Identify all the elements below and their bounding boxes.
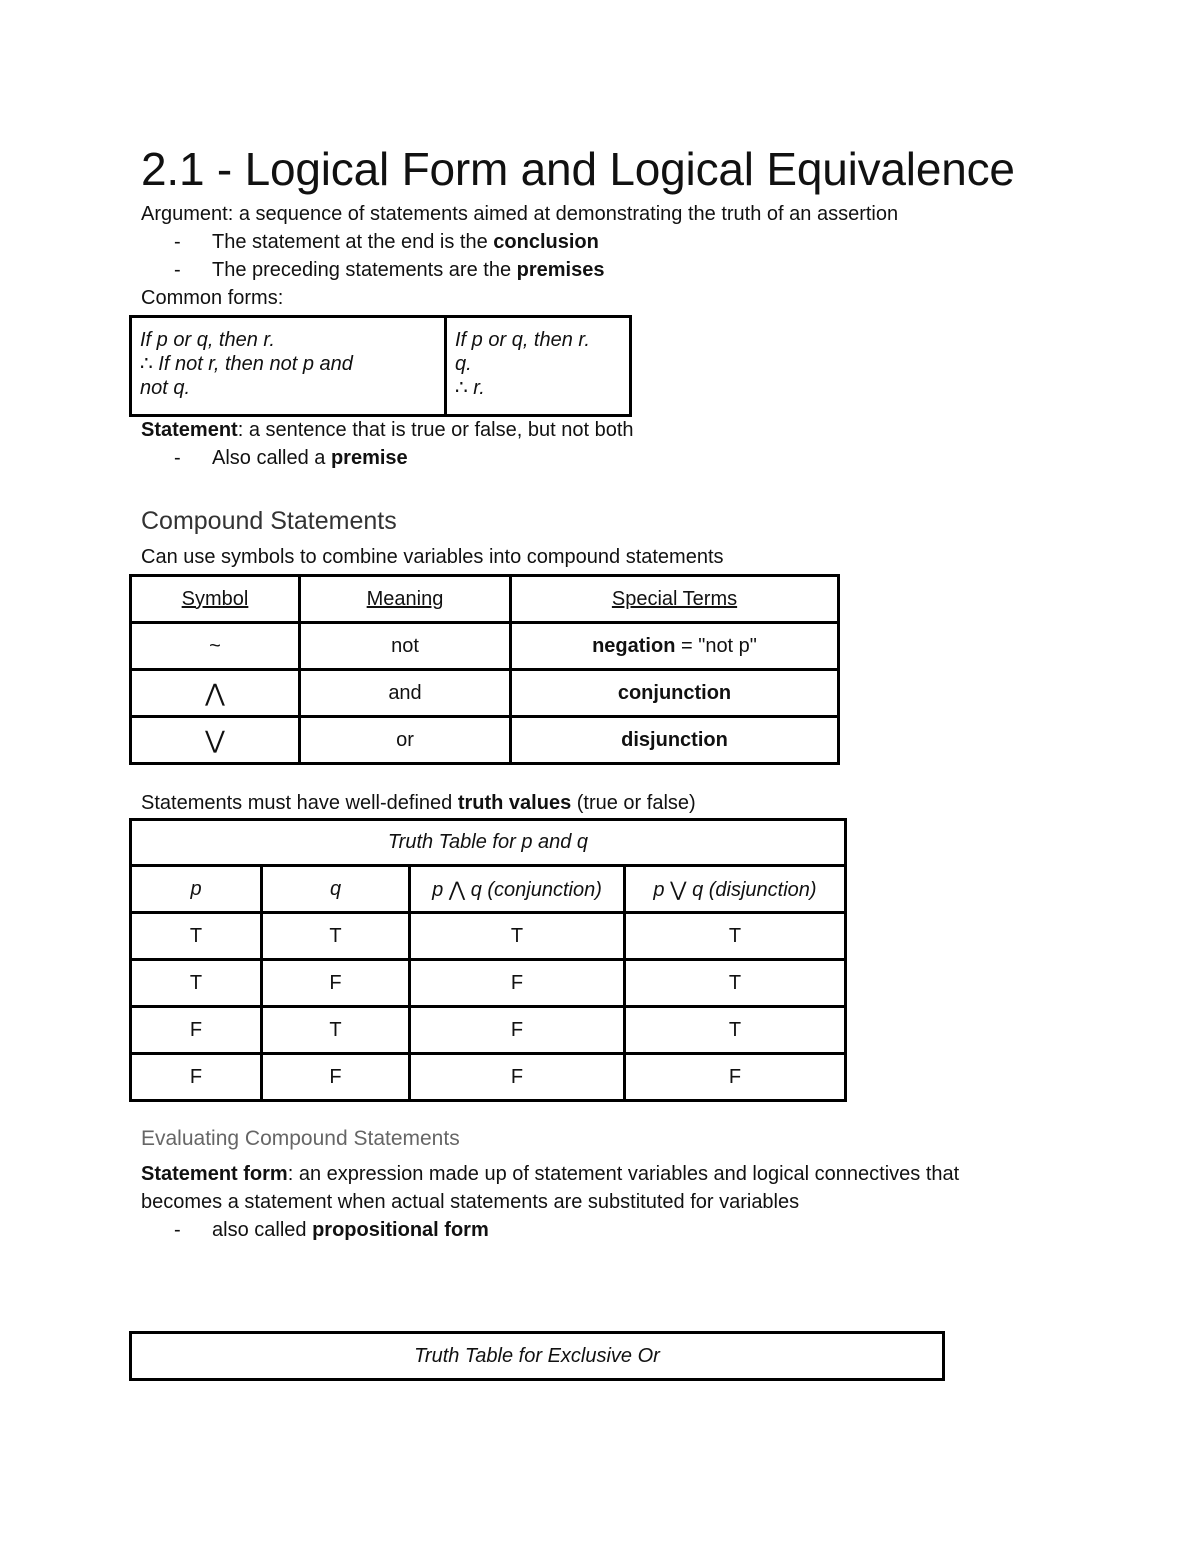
form-line: q. xyxy=(455,353,472,375)
truth-cell: F xyxy=(131,1007,262,1054)
truth-table xyxy=(129,818,847,1102)
truth-cell: F xyxy=(262,1054,410,1101)
symbol-cell: ~ xyxy=(131,623,300,670)
truth-cell: T xyxy=(131,913,262,960)
compound-intro: Can use symbols to combine variables into compound statements xyxy=(141,546,724,568)
statement-form-definition xyxy=(141,1163,959,1186)
truth-cell: F xyxy=(131,1054,262,1101)
statement-form-definition-cont: becomes a statement when actual statements are substituted for variables xyxy=(141,1191,800,1213)
truth-table-caption: Truth Table for p and q xyxy=(131,820,846,866)
intro-text: (true or false) xyxy=(571,792,696,814)
evaluating-heading: Evaluating Compound Statements xyxy=(141,1127,460,1150)
form-line: ∴ If not r, then not p and xyxy=(140,353,353,375)
truth-values-intro xyxy=(141,792,696,815)
term-statement-form: Statement form xyxy=(141,1163,288,1185)
term-disjunction: disjunction xyxy=(621,728,728,751)
bullet-dash: - xyxy=(174,231,181,253)
symbols-table xyxy=(129,574,840,765)
page-title: 2.1 - Logical Form and Logical Equivalence xyxy=(141,143,1015,195)
term-premise: premise xyxy=(330,447,408,469)
header-conjunction: p ⋀ q (conjunction) xyxy=(410,866,625,913)
symbol-cell: ⋀ xyxy=(131,670,300,717)
header-p: p xyxy=(131,866,262,913)
term-conjunction: conjunction xyxy=(617,681,732,704)
meaning-cell: not xyxy=(300,623,511,670)
truth-cell: F xyxy=(410,1007,625,1054)
definition-text: : a sentence that is true or false, but not both xyxy=(237,419,634,441)
term-rest: = "not p" xyxy=(675,634,757,657)
form-line: If p or q, then r. xyxy=(455,329,590,351)
bullet-text: The preceding statements are the xyxy=(212,259,517,281)
term-negation: negation xyxy=(592,634,676,657)
header-meaning: Meaning xyxy=(300,576,511,623)
term-cell xyxy=(511,670,839,717)
term-truth-values: truth values xyxy=(457,792,572,814)
form-line: If p or q, then r. xyxy=(140,329,275,351)
bullet-dash: - xyxy=(174,447,181,469)
meaning-cell: or xyxy=(300,717,511,764)
form-line: not q. xyxy=(140,377,191,399)
truth-cell: T xyxy=(625,960,846,1007)
common-forms-label: Common forms: xyxy=(141,287,284,309)
statement-definition xyxy=(141,419,634,442)
symbol-cell: ⋁ xyxy=(131,717,300,764)
truth-cell: T xyxy=(410,913,625,960)
bullet-text: The statement at the end is the xyxy=(212,231,494,253)
term-premises: premises xyxy=(516,259,605,281)
xor-table-caption: Truth Table for Exclusive Or xyxy=(131,1333,944,1380)
term-conclusion: conclusion xyxy=(493,231,599,253)
header-q: q xyxy=(262,866,410,913)
truth-cell: T xyxy=(625,913,846,960)
bullet-text: also called xyxy=(212,1219,313,1241)
truth-cell: T xyxy=(262,1007,410,1054)
truth-cell: F xyxy=(625,1054,846,1101)
meaning-cell: and xyxy=(300,670,511,717)
header-symbol: Symbol xyxy=(131,576,300,623)
xor-table xyxy=(129,1331,945,1381)
bullet-dash: - xyxy=(174,1219,181,1241)
term-cell xyxy=(511,717,839,764)
truth-cell: F xyxy=(262,960,410,1007)
term-propositional-form: propositional form xyxy=(312,1219,489,1241)
truth-cell: T xyxy=(262,913,410,960)
form-cell-2 xyxy=(446,317,631,416)
form-line: ∴ r. xyxy=(455,377,485,399)
header-special-terms: Special Terms xyxy=(511,576,839,623)
common-forms-table xyxy=(129,315,632,417)
definition-text: : an expression made up of statement variables and logical connectives that xyxy=(287,1163,960,1185)
truth-cell: F xyxy=(410,960,625,1007)
term-statement: Statement xyxy=(141,419,238,441)
bullet-text: Also called a xyxy=(212,447,331,469)
header-disjunction: p ⋁ q (disjunction) xyxy=(625,866,846,913)
truth-cell: T xyxy=(625,1007,846,1054)
term-cell xyxy=(511,623,839,670)
truth-cell: T xyxy=(131,960,262,1007)
bullet-dash: - xyxy=(174,259,181,281)
compound-heading: Compound Statements xyxy=(141,507,397,535)
truth-cell: F xyxy=(410,1054,625,1101)
intro-text: Statements must have well-defined xyxy=(141,792,458,814)
form-cell-1 xyxy=(131,317,446,416)
argument-definition: Argument: a sequence of statements aimed at demonstrating the truth of an assertion xyxy=(141,203,899,225)
